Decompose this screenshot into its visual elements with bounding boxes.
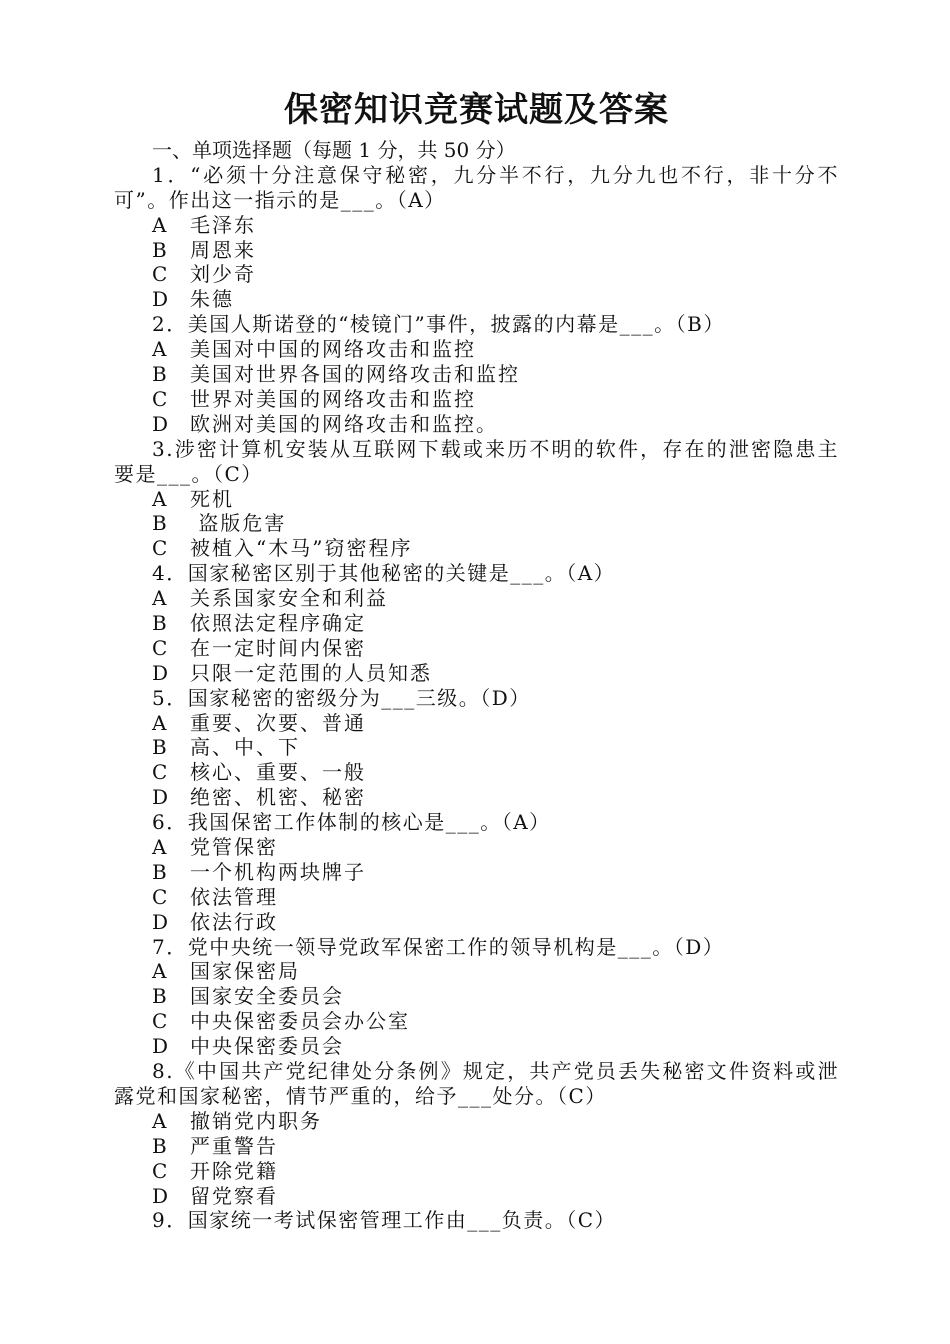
option-item: [114, 337, 839, 362]
option-item: [114, 835, 839, 860]
section-heading: 一、单项选择题（每题 1 分，共 50 分）: [152, 138, 516, 162]
document-title: 保密知识竞赛试题及答案: [284, 90, 669, 130]
option-item: [114, 1159, 839, 1184]
option-item: [114, 287, 839, 312]
option-text: 美国对中国的网络攻击和监控: [190, 337, 476, 362]
option-letter: D: [152, 1034, 169, 1059]
option-letter: A: [152, 212, 167, 237]
option-item: [114, 1009, 839, 1034]
option-item: [114, 735, 839, 760]
option-letter: B: [152, 735, 167, 760]
option-item: [114, 959, 839, 984]
option-text: 关系国家安全和利益: [190, 586, 388, 611]
option-text: 核心、重要、一般: [190, 760, 366, 785]
option-text: 只限一定范围的人员知悉: [190, 660, 432, 685]
option-letter: B: [152, 237, 167, 262]
option-letter: D: [152, 1183, 169, 1208]
question-stem: 4．国家秘密区别于其他秘密的关键是___。（A）: [152, 561, 616, 586]
option-letter: B: [152, 859, 167, 884]
option-letter: B: [152, 362, 167, 387]
option-letter: A: [152, 959, 167, 984]
option-letter: B: [152, 1133, 167, 1158]
option-letter: D: [152, 660, 169, 685]
option-text: 欧洲对美国的网络攻击和监控。: [190, 411, 498, 436]
option-letter: C: [152, 884, 168, 909]
option-item: [114, 611, 839, 636]
option-text: 世界对美国的网络攻击和监控: [190, 386, 476, 411]
question-stem: 6．我国保密工作体制的核心是___。（A）: [152, 810, 551, 835]
question-stem: 9．国家统一考试保密管理工作由___负责。（C）: [152, 1208, 617, 1233]
option-text: 严重警告: [190, 1133, 278, 1158]
option-item: [114, 910, 839, 935]
option-item: [114, 984, 839, 1009]
question-stem: 7．党中央统一领导党政军保密工作的领导机构是___。（D）: [152, 934, 725, 959]
option-item: [114, 636, 839, 661]
option-text: 在一定时间内保密: [190, 635, 366, 660]
option-text: 依法行政: [190, 909, 278, 934]
option-letter: D: [152, 411, 169, 436]
option-item: [114, 760, 839, 785]
option-text: 党管保密: [190, 835, 278, 859]
option-item: [114, 586, 839, 611]
option-letter: C: [152, 1158, 168, 1183]
option-letter: B: [152, 610, 167, 635]
option-item: [114, 487, 839, 512]
option-text: 高、中、下: [190, 735, 300, 760]
option-item: [114, 785, 839, 810]
option-letter: D: [152, 287, 169, 312]
option-letter: D: [152, 909, 169, 934]
option-text: 朱德: [190, 287, 234, 312]
option-text: 一个机构两块牌子: [190, 859, 366, 884]
option-text: 依法管理: [190, 884, 278, 909]
option-text: 被植入“木马”窃密程序: [190, 536, 413, 561]
option-letter: A: [152, 710, 167, 735]
option-text: 留党察看: [190, 1183, 278, 1208]
document-page: [114, 82, 839, 1233]
question-stem: 1．“必须十分注意保守秘密，九分半不行，九分九也不行，非十分不可”。作出这一指示的是___。（A）: [114, 162, 839, 212]
option-text: 依照法定程序确定: [190, 610, 366, 635]
option-item: [114, 1109, 839, 1134]
option-letter: B: [152, 511, 167, 536]
option-item: [114, 711, 839, 736]
option-item: [114, 412, 839, 437]
question-stem: 2．美国人斯诺登的“棱镜门”事件，披露的内幕是___。（B）: [152, 312, 725, 337]
option-text: 国家保密局: [190, 959, 300, 984]
option-letter: C: [152, 536, 168, 561]
option-text: 重要、次要、普通: [190, 710, 366, 735]
option-text: 美国对世界各国的网络攻击和监控: [190, 362, 520, 387]
option-text: 刘少奇: [190, 262, 256, 287]
option-item: [114, 885, 839, 910]
option-item: [114, 860, 839, 885]
option-text: 绝密、机密、秘密: [190, 785, 366, 810]
option-letter: C: [152, 386, 168, 411]
question-stem: 3.涉密计算机安装从互联网下载或来历不明的软件，存在的泄密隐患主要是___。（C）: [114, 436, 839, 486]
option-letter: D: [152, 785, 169, 810]
option-item: [114, 362, 839, 387]
option-text: 盗版危害: [190, 511, 287, 536]
option-text: 中央保密委员会: [190, 1034, 344, 1059]
option-letter: C: [152, 1009, 168, 1034]
option-letter: A: [152, 586, 167, 611]
option-letter: C: [152, 760, 168, 785]
option-text: 开除党籍: [190, 1158, 278, 1183]
option-item: [114, 536, 839, 561]
option-item: [114, 1034, 839, 1059]
option-item: [114, 661, 839, 686]
option-item: [114, 1184, 839, 1209]
option-item: [114, 262, 839, 287]
option-text: 中央保密委员会办公室: [190, 1009, 410, 1034]
option-item: [114, 1134, 839, 1159]
option-item: [114, 387, 839, 412]
option-text: 国家安全委员会: [190, 984, 344, 1009]
option-letter: B: [152, 984, 167, 1009]
question-stem: 8.《中国共产党纪律处分条例》规定，共产党员丢失秘密文件资料或泄露党和国家秘密，情节严重的，给予___处分。（C）: [114, 1059, 839, 1108]
option-letter: C: [152, 262, 168, 287]
option-text: 死机: [190, 486, 234, 511]
option-item: [114, 213, 839, 238]
option-text: 周恩来: [190, 237, 256, 262]
option-letter: A: [152, 337, 167, 362]
option-letter: A: [152, 486, 167, 511]
option-item: [114, 238, 839, 263]
question-stem: 5．国家秘密的密级分为___三级。（D）: [152, 685, 531, 710]
option-text: 毛泽东: [190, 212, 256, 237]
question-list: [114, 163, 839, 1233]
option-text: 撤销党内职务: [190, 1108, 322, 1133]
option-letter: C: [152, 635, 168, 660]
option-letter: A: [152, 835, 167, 859]
option-letter: A: [152, 1108, 167, 1133]
option-item: [114, 511, 839, 536]
